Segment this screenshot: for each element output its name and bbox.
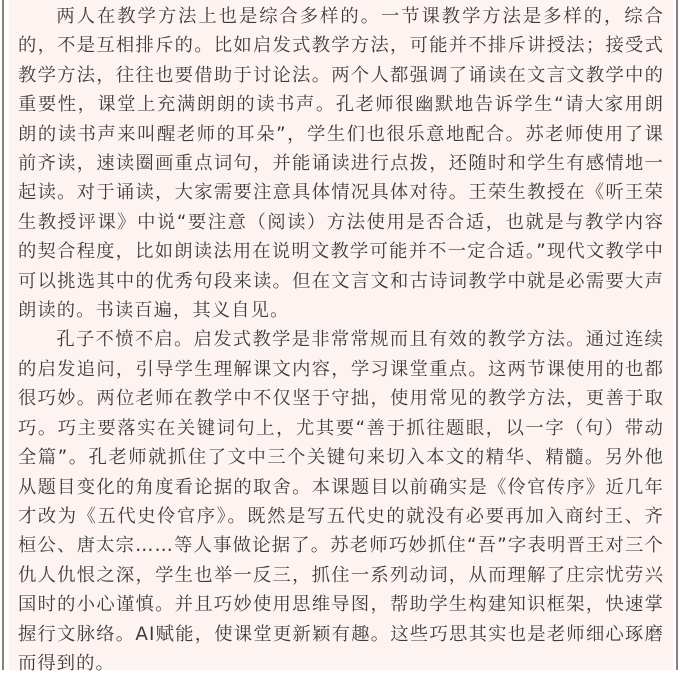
right-border-rule xyxy=(676,0,678,670)
paragraph-teaching-methods: 两人在教学方法上也是综合多样的。一节课教学方法是多样的，综合的，不是互相排斥的。比如启发式教学方法，可能并不排斥讲授法；接受式教学方法，往往也要借助于讨论法。两个人都强调了诵读在文言文教学中的重要性，课堂上充满朗朗的读书声。孔老师很幽默地告诉学生“请大家用朗朗的读书声来叫醒老师的耳朵”，学生们也很乐意地配合。苏老师使用了课前齐读，速读圈画重点词句，并能诵读进行点拨，还随时和学生有感情地一起读。对于诵读，大家需要注意具体情况具体对待。王荣生教授在《听王荣生教授评课》中说“要注意（阅读）方法使用是否合适，也就是与教学内容的契合程度，比如朗读法用在说明文教学可能并不一定合适。”现代文教学中可以挑选其中的优秀句段来读。但在文言文和古诗词教学中就是必需要大声朗读的。书读百遍，其义自见。 xyxy=(18,6,664,322)
paragraph-heuristic-teaching: 孔子不愤不启。启发式教学是非常常规而且有效的教学方法。通过连续的启发追问，引导学生理解课文内容，学习课堂重点。这两节课使用的也都很巧妙。两位老师在教学中不仅坚于守拙，使用常见的教学方法，更善于取巧。巧主要落实在关键词句上，尤其要“善于抓往题眼，以一字（句）带动全篇”。孔老师就抓住了文中三个关键句来切入本文的精华、精髓。另外他从题目变化的角度看论据的取舍。本课题目以前确实是《伶官传序》近几年才改为《五代史伶官序》。既然是写五代史的就没有必要再加入商纣王、齐桓公、唐太宗……等人事做论据了。苏老师巧妙抓住“吾”字表明晋王对三个仇人仇恨之深，学生也举一反三，抓住一系列动词，从而理解了庄宗忧劳兴国时的小心谨慎。并且巧妙使用思维导图，帮助学生构建知识框架，快速掌握行文脉络。AI赋能，使课堂更新颖有趣。这些巧思其实也是老师细心琢磨而得到的。 xyxy=(18,329,664,674)
article-body xyxy=(18,2,664,678)
left-border-rule xyxy=(2,0,4,670)
